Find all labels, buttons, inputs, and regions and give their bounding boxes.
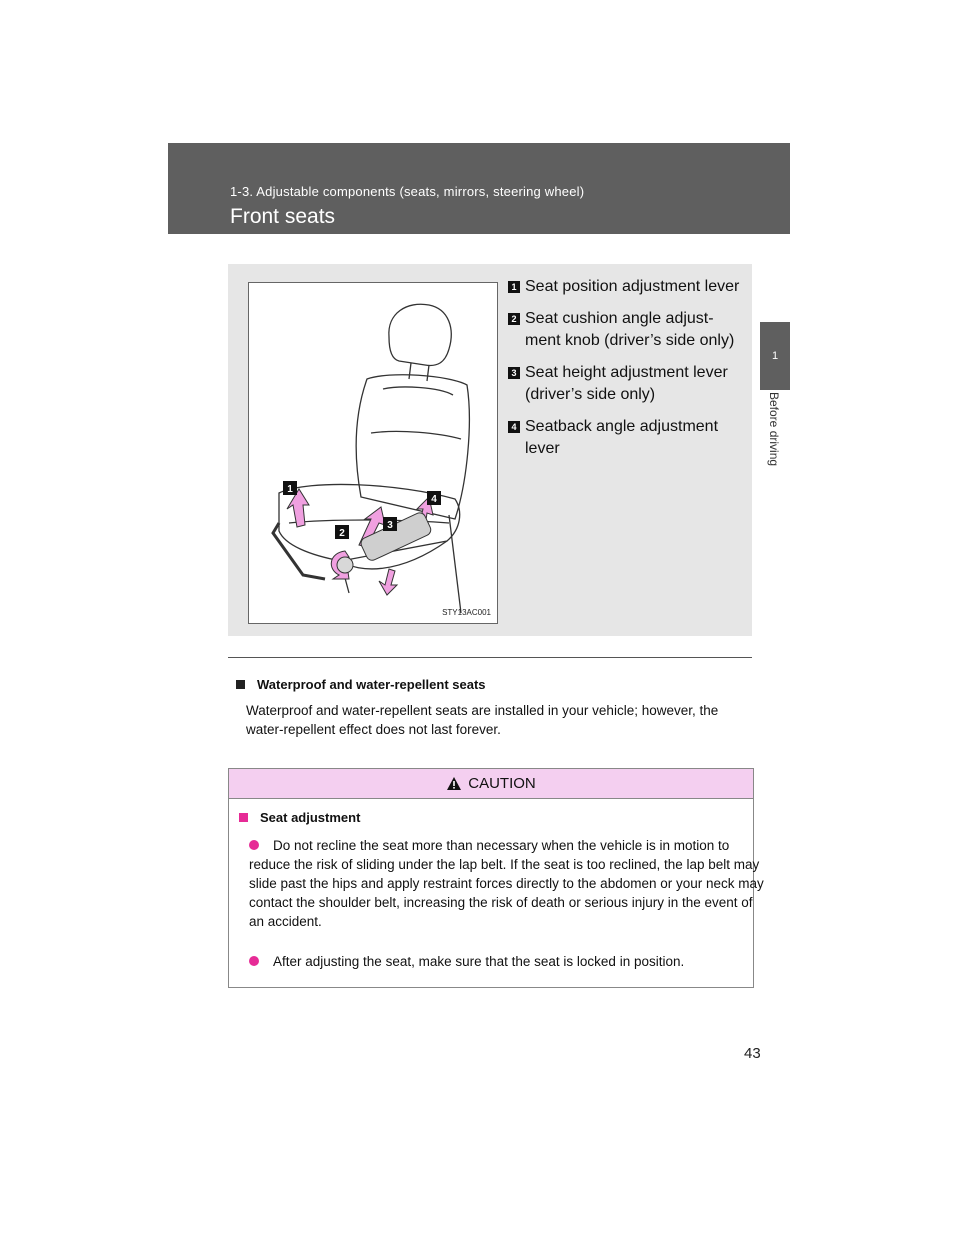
callout-4-text: 4 <box>431 494 437 505</box>
page-title: Front seats <box>230 205 336 228</box>
seat-drawing <box>249 283 497 623</box>
section-divider <box>228 657 752 658</box>
caution-heading-text: Seat adjustment <box>260 810 361 825</box>
section-label: 1‑3. Adjustable components (seats, mirrors, steering wheel) <box>230 184 585 199</box>
legend-number: 3 <box>508 367 520 379</box>
note-heading <box>236 677 486 692</box>
callout-3-text: 3 <box>387 520 393 531</box>
chapter-tab[interactable] <box>760 322 790 390</box>
legend-number: 1 <box>508 281 520 293</box>
note-body: Waterproof and water‑repellent seats are installed in your vehicle; however, the water‑repellent effect does not last forever. <box>246 703 719 737</box>
legend-text: Seat cushion angle adjust‑ ment knob (driver’s side only) <box>525 310 735 349</box>
pink-square-bullet-icon <box>239 813 248 822</box>
caution-heading <box>239 810 360 825</box>
caution-item-text: Do not recline the seat more than necessary when the vehicle is in motion to reduce the risk of sliding under the lap belt. If the seat is too reclined, the lap belt may slide past the hips and apply restraint forces directly to the abdomen or your neck may contact the shoulder belt, increasing the risk of death or serious injury in the event of an accident. <box>249 838 764 929</box>
legend-item-4 <box>508 416 748 460</box>
caution-item-text: After adjusting the seat, make sure that the seat is locked in position. <box>273 954 685 969</box>
figure-legend <box>508 276 748 470</box>
warning-triangle-icon <box>446 776 462 791</box>
legend-number: 4 <box>508 421 520 433</box>
legend-number: 2 <box>508 313 520 325</box>
seat-illustration <box>248 282 498 624</box>
figure-code: STY13AC001 <box>442 608 491 617</box>
callout-1-text: 1 <box>287 484 293 495</box>
note-heading-text: Waterproof and water‑repellent seats <box>257 677 486 692</box>
caution-title: CAUTION <box>468 775 536 792</box>
caution-header <box>229 769 753 799</box>
page-number: 43 <box>744 1045 761 1062</box>
legend-text: Seat height adjustment lever (driver’s side only) <box>525 364 728 403</box>
chapter-label: Before driving <box>767 392 781 467</box>
square-bullet-icon <box>236 680 245 689</box>
legend-text: Seat position adjustment lever <box>525 278 740 295</box>
page-header <box>168 143 790 234</box>
legend-item-3 <box>508 362 748 406</box>
caution-item <box>249 952 769 971</box>
chapter-number: 1 <box>771 350 779 362</box>
legend-item-2 <box>508 308 748 352</box>
figure-panel <box>228 264 752 636</box>
legend-text: Seatback angle adjustment lever <box>525 418 719 457</box>
legend-item-1 <box>508 276 748 298</box>
callout-2-text: 2 <box>339 528 345 539</box>
pink-dot-bullet-icon <box>249 840 259 850</box>
caution-item <box>249 836 769 931</box>
pink-dot-bullet-icon <box>249 956 259 966</box>
caution-box <box>228 768 764 988</box>
